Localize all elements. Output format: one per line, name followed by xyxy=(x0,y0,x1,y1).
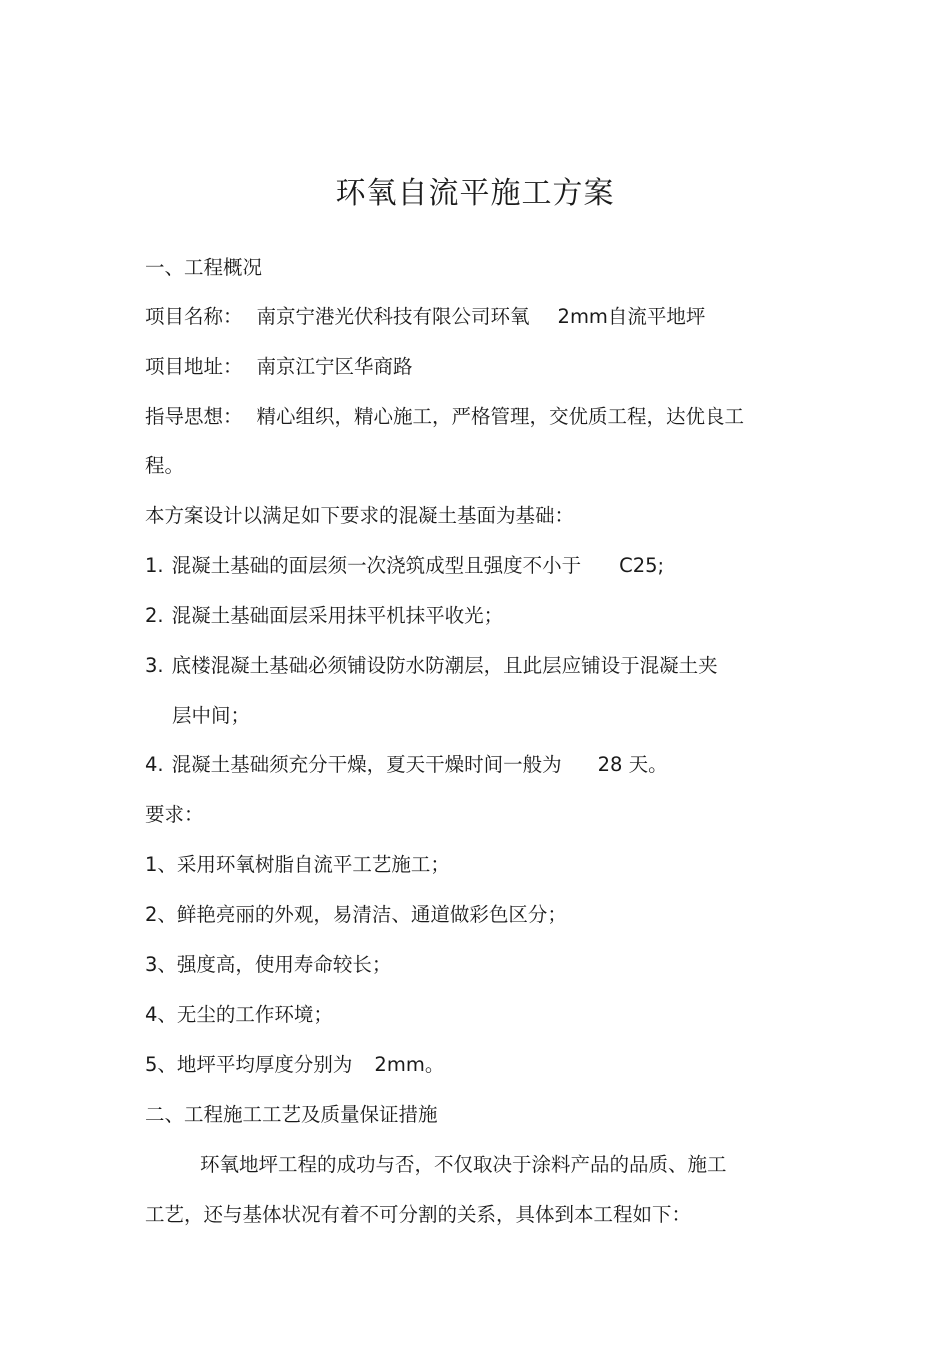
project-name-value-b: 2mm自流平地坪 xyxy=(557,305,706,328)
basis-item-number: 2. xyxy=(145,604,164,627)
project-name-row xyxy=(145,303,705,331)
paragraph-line-2: 工艺，还与基体状况有着不可分割的关系，具体到本工程如下： xyxy=(145,1203,692,1226)
document-title: 环氧自流平施工方案 xyxy=(335,176,615,211)
guideline-label: 指导思想： xyxy=(145,405,243,428)
basis-item-number: 4. xyxy=(145,753,164,776)
paragraph-line-1: 环氧地坪工程的成功与否，不仅取决于涂料产品的品质、施工 xyxy=(200,1153,727,1176)
requirement-item: 3、强度高，使用寿命较长； xyxy=(145,953,392,976)
basis-item-text: 底楼混凝土基础必须铺设防水防潮层，且此层应铺设于混凝土夹 xyxy=(171,654,718,677)
basis-item-3 xyxy=(145,652,718,680)
requirement-item-5 xyxy=(145,1051,444,1079)
requirements-label: 要求： xyxy=(145,803,204,826)
basis-item-text: 混凝土基础须充分干燥，夏天干燥时间一般为 xyxy=(171,753,562,776)
guideline-continuation: 程。 xyxy=(145,454,185,477)
project-address-label: 项目地址： xyxy=(145,355,243,378)
guideline-row xyxy=(145,403,744,431)
basis-item-value: C25; xyxy=(619,554,665,577)
basis-item-value: 28 天。 xyxy=(597,753,668,776)
section-heading-process: 二、工程施工工艺及质量保证措施 xyxy=(145,1103,438,1126)
requirement-item: 4、无尘的工作环境； xyxy=(145,1003,333,1026)
basis-item-3-continuation: 层中间； xyxy=(172,704,251,727)
project-name-value-a: 南京宁港光伏科技有限公司环氧 xyxy=(256,305,530,328)
requirement-value: 2mm。 xyxy=(374,1053,445,1076)
section-heading-overview: 一、工程概况 xyxy=(145,256,263,279)
basis-item-text: 混凝土基础面层采用抹平机抹平收光； xyxy=(171,604,504,627)
basis-item-text: 混凝土基础的面层须一次浇筑成型且强度不小于 xyxy=(171,554,582,577)
requirement-item: 1、采用环氧树脂自流平工艺施工； xyxy=(145,853,450,876)
requirement-item: 2、鲜艳亮丽的外观，易清洁、通道做彩色区分； xyxy=(145,903,567,926)
basis-item-1 xyxy=(145,552,664,580)
guideline-value: 精心组织，精心施工，严格管理，交优质工程，达优良工 xyxy=(256,405,745,428)
basis-item-4 xyxy=(145,751,668,779)
project-address-value: 南京江宁区华商路 xyxy=(256,355,413,378)
basis-item-number: 3. xyxy=(145,654,164,677)
project-address-row xyxy=(145,353,413,381)
basis-item-number: 1. xyxy=(145,554,164,577)
basis-intro: 本方案设计以满足如下要求的混凝土基面为基础： xyxy=(145,504,575,527)
requirement-text: 5、地坪平均厚度分别为 xyxy=(145,1053,353,1076)
basis-item-2 xyxy=(145,602,503,630)
project-name-label: 项目名称： xyxy=(145,305,243,328)
